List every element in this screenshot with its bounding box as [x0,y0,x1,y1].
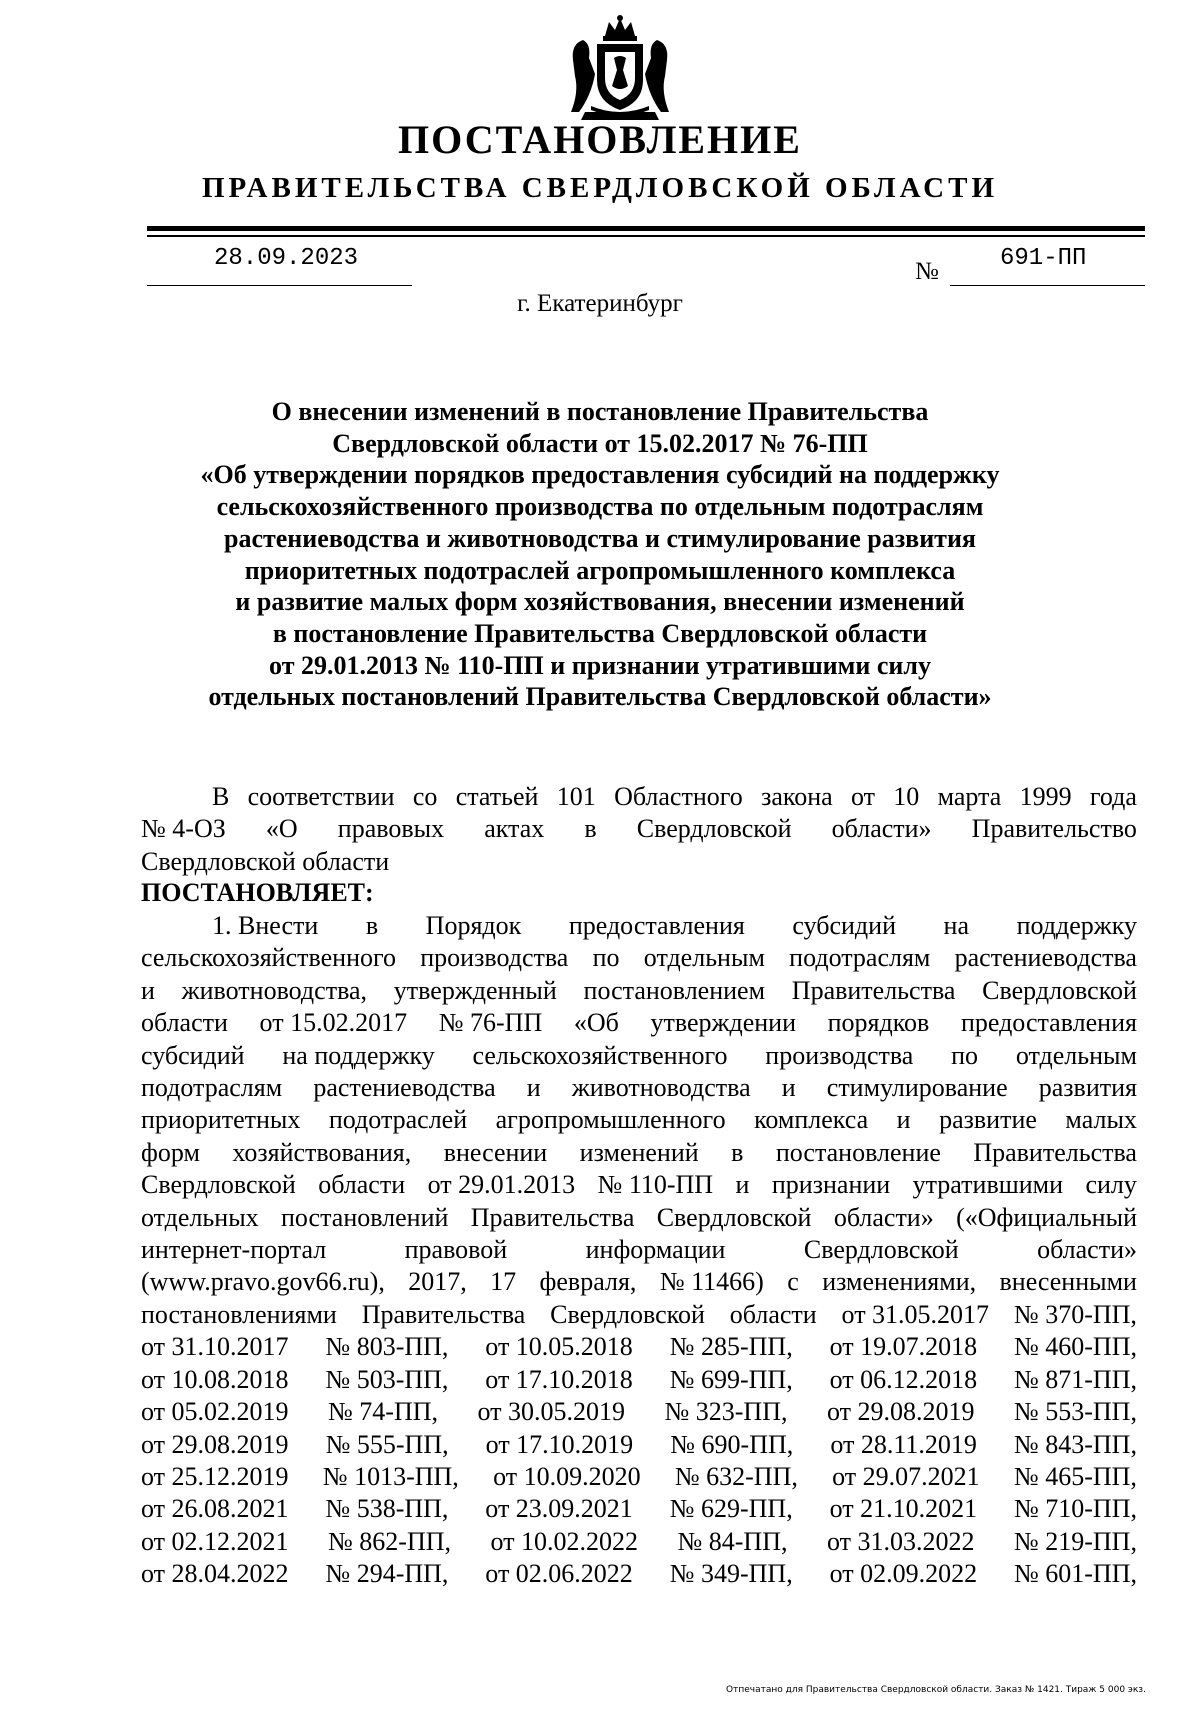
document-date: 28.09.2023 [214,245,359,272]
text-line [141,1007,1137,1039]
word: от 28.04.2022 [141,1559,289,1589]
word: постановление [775,1137,941,1167]
word: Правительства [791,975,956,1005]
word: статьей [455,782,539,811]
word: года [1089,782,1137,811]
word: от 29.01.2013 [427,1170,576,1200]
word: 2017, [408,1267,467,1297]
text-line [141,1461,1137,1493]
word: и [526,1073,541,1103]
text-line [141,1526,1137,1558]
word: поддержку [1016,911,1137,940]
word: и [781,1073,796,1103]
word: № 843-ПП, [1013,1429,1137,1459]
word: области [729,1299,817,1329]
text-line [141,1234,1137,1266]
word: № 538-ПП, [325,1494,449,1524]
heading-line: и развитие малых форм хозяйствования, внесении изменений [235,587,965,617]
number-sign: № [915,258,939,285]
word: отдельным [643,943,765,973]
word: силу [1085,1170,1137,1200]
word: признании [771,1170,891,1200]
word: Свердловской области [141,846,390,876]
word: в [365,911,379,940]
text-line [141,846,1137,878]
text-line [141,781,1137,813]
word: от [850,782,875,811]
word: № 84-ПП, [677,1526,788,1556]
word: Свердловской [141,1170,296,1200]
word: Порядок [425,911,522,940]
word: постановлением [583,975,766,1005]
word: № 349-ПП, [669,1559,793,1589]
text-line [141,813,1137,845]
word: № 4-ОЗ [141,814,226,844]
header-rule-thin [147,235,1145,237]
word: В [212,782,230,811]
word: утвержденный [393,975,557,1005]
word: № 555-ПП, [325,1429,449,1459]
word: от 02.09.2022 [829,1559,978,1589]
word: 1999 [1019,782,1072,811]
word: от 29.08.2019 [141,1429,289,1459]
word: от 17.10.2019 [485,1429,634,1459]
word: февраля, [539,1267,637,1297]
word: № 601-ПП, [1013,1559,1137,1589]
heading-line: растениеводства и животноводства и стимулирование развития [224,523,976,553]
word: и [735,1170,750,1200]
word: № 632-ПП, [674,1461,798,1491]
text-line [141,975,1137,1007]
heading-line: в постановление Правительства Свердловской области [272,618,928,648]
word: по [951,1040,979,1070]
word: от 19.07.2018 [829,1332,978,1362]
word: порядков [827,1008,930,1038]
date-field [147,245,412,286]
word: соответствии [247,782,395,811]
word: Свердловской [656,1202,812,1232]
word: № 323-ПП, [664,1397,788,1427]
word: («Официальный [956,1202,1137,1232]
word: хозяйствования, [232,1137,412,1167]
word: от 21.10.2021 [829,1494,978,1524]
word: Правительство [971,814,1137,844]
word: подотраслей [328,1105,468,1135]
word: с [787,1267,799,1297]
word: Правительства [361,1299,526,1329]
word: от 31.03.2022 [826,1526,975,1556]
text-line [141,1266,1137,1298]
word: Свердловской [636,814,792,844]
word: изменений [579,1137,699,1167]
issuing-authority: ПРАВИТЕЛЬСТВА СВЕРДЛОВСКОЙ ОБЛАСТИ [201,172,999,204]
word: области [141,1008,228,1038]
text-line [141,1364,1137,1396]
word: растениеводства [954,943,1137,973]
word: № 370-ПП, [1013,1299,1137,1329]
heading-line: Свердловской области от 15.02.2017 № 76-ПП [332,428,868,458]
word: от 25.12.2019 [141,1461,289,1491]
word: от 15.02.2017 [259,1008,408,1038]
word: от 10.05.2018 [485,1332,633,1362]
word: от 29.08.2019 [826,1397,975,1427]
word: на [943,911,970,940]
word: № 871-ПП, [1013,1364,1137,1394]
word: сельскохозяйственного [472,1040,728,1070]
word: № 690-ПП, [670,1429,794,1459]
word: комплекса [754,1105,869,1135]
word: от 31.05.2017 [841,1299,990,1329]
word: внесенными [999,1267,1137,1297]
word: № 294-ПП, [325,1559,449,1589]
word: актах [484,814,545,844]
word: субсидий [792,911,896,940]
word: марта [937,782,1002,811]
word: внесении [443,1137,548,1167]
word: области» [1037,1235,1137,1265]
word: от 29.07.2021 [832,1461,980,1491]
word: подотраслям [141,1073,283,1103]
text-line [141,1429,1137,1461]
word: развитие [939,1105,1037,1135]
text-line [141,1072,1137,1104]
heading-line: приоритетных подотраслей агропромышленного комплекса [244,555,956,585]
word: от 23.09.2021 [485,1494,633,1524]
text-line [141,1558,1137,1590]
word: № 553-ПП, [1013,1397,1137,1427]
heading-line: О внесении изменений в постановление Правительства [271,397,929,426]
word: № 11466) [659,1267,764,1297]
word: от 10.09.2020 [493,1461,641,1491]
city: г. Екатеринбург [517,290,683,317]
word: № 219-ПП, [1013,1526,1137,1556]
text-line [141,1331,1137,1363]
word: 101 [556,782,596,811]
word: «Об [573,1008,619,1038]
word: изменениями, [822,1267,977,1297]
word: № 460-ПП, [1013,1332,1137,1362]
word: форм [141,1137,200,1167]
word: Свердловской [982,975,1137,1005]
word: области» [833,1202,934,1232]
decree-word: ПОСТАНОВЛЯЕТ: [141,878,374,907]
word: постановлений [281,1202,449,1232]
header-rule-thick [147,226,1145,231]
word: 10 [893,782,920,811]
word: на поддержку [282,1040,435,1070]
word: производства [765,1040,914,1070]
word: интернет-портал [141,1235,327,1265]
word: № 862-ПП, [327,1526,452,1556]
word: подотраслям [789,943,931,973]
heading-line: отдельных постановлений Правительства Свердловской области» [208,682,992,712]
word: № 629-ПП, [669,1494,793,1524]
word: № 74-ПП, [327,1397,439,1427]
word: № 76-ПП [438,1008,543,1038]
word: растениеводства [313,1073,496,1103]
text-line [141,1299,1137,1331]
word: постановлениями [141,1299,337,1329]
word: сельскохозяйственного [141,943,396,973]
text-line [141,1396,1137,1428]
word: стимулирование [826,1073,1008,1103]
text-line [141,910,1137,942]
word: закона [761,782,833,811]
word: животноводства [571,1073,751,1103]
word: со [412,782,438,811]
word: правовой [404,1235,508,1265]
text-line [141,1493,1137,1525]
word: № 803-ПП, [325,1332,449,1362]
coat-of-arms-icon [565,14,675,124]
word: от 28.11.2019 [830,1429,977,1459]
word: № 503-ПП, [325,1364,449,1394]
word: приоритетных [141,1105,301,1135]
word: Правительства [973,1137,1137,1167]
heading-line: сельскохозяйственного производства по отдельным подотраслям [216,492,984,522]
word: от 26.08.2021 [141,1494,289,1524]
text-line [141,1202,1137,1234]
number-field [950,245,1145,286]
word: № 710-ПП, [1013,1494,1137,1524]
word: утверждении [650,1008,797,1038]
word: № 285-ПП, [669,1332,793,1362]
text-line [141,1137,1137,1169]
word: от 17.10.2018 [485,1364,633,1394]
print-footer: Отпечатано для Правительства Свердловской области. Заказ № 1421. Тираж 5 000 экз. [726,1685,1146,1695]
word: (www.pravo.gov66.ru), [141,1267,385,1297]
word: Свердловской [550,1299,705,1329]
word: информации [585,1235,726,1265]
word: агропромышленного [495,1105,726,1135]
document-number: 691-ПП [1000,245,1087,272]
word: предоставления [568,911,745,940]
word: отдельным [1015,1040,1137,1070]
word: Областного [614,782,743,811]
heading-line: «Об утверждении порядков предоставления субсидий на поддержку [200,460,1000,490]
word: 1. Внести [212,911,319,940]
word: № 465-ПП, [1013,1461,1137,1491]
word: № 110-ПП [597,1170,714,1200]
text-line [141,942,1137,974]
word: в [731,1137,744,1167]
word: малых [1065,1105,1137,1135]
word: правовых [337,814,445,844]
word: «О [265,814,298,844]
word: животноводства, [181,975,368,1005]
word: производства [420,943,569,973]
word: области» [831,814,932,844]
heading-line: от 29.01.2013 № 110-ПП и признании утратившими силу [269,650,931,680]
text-line [141,1040,1137,1072]
word: и [141,975,155,1005]
word: № 1013-ПП, [322,1461,459,1491]
word: от 10.02.2022 [490,1526,638,1556]
paragraph-1 [141,910,1137,1591]
word: от 31.10.2017 [141,1332,289,1362]
word: по [592,943,620,973]
text-line [141,1104,1137,1136]
word: от 10.08.2018 [141,1364,289,1394]
word: от 02.06.2022 [485,1559,633,1589]
word: развития [1038,1073,1137,1103]
word: области [318,1170,406,1200]
document-heading [160,396,1040,713]
document-type-title: ПОСТАНОВЛЕНИЕ [398,117,802,162]
word: и [896,1105,911,1135]
word: № 699-ПП, [669,1364,793,1394]
word: в [584,814,597,844]
word: от 30.05.2019 [477,1397,625,1427]
word: от 06.12.2018 [829,1364,978,1394]
intro-paragraph [141,781,1137,878]
word: отдельных [141,1202,259,1232]
word: Свердловской [803,1235,959,1265]
word: утратившими [912,1170,1064,1200]
word: предоставления [960,1008,1137,1038]
text-line [141,1169,1137,1201]
word: субсидий [141,1040,245,1070]
word: от 05.02.2019 [141,1397,289,1427]
word: 17 [490,1267,517,1297]
word: Правительства [470,1202,635,1232]
word: от 02.12.2021 [141,1526,289,1556]
